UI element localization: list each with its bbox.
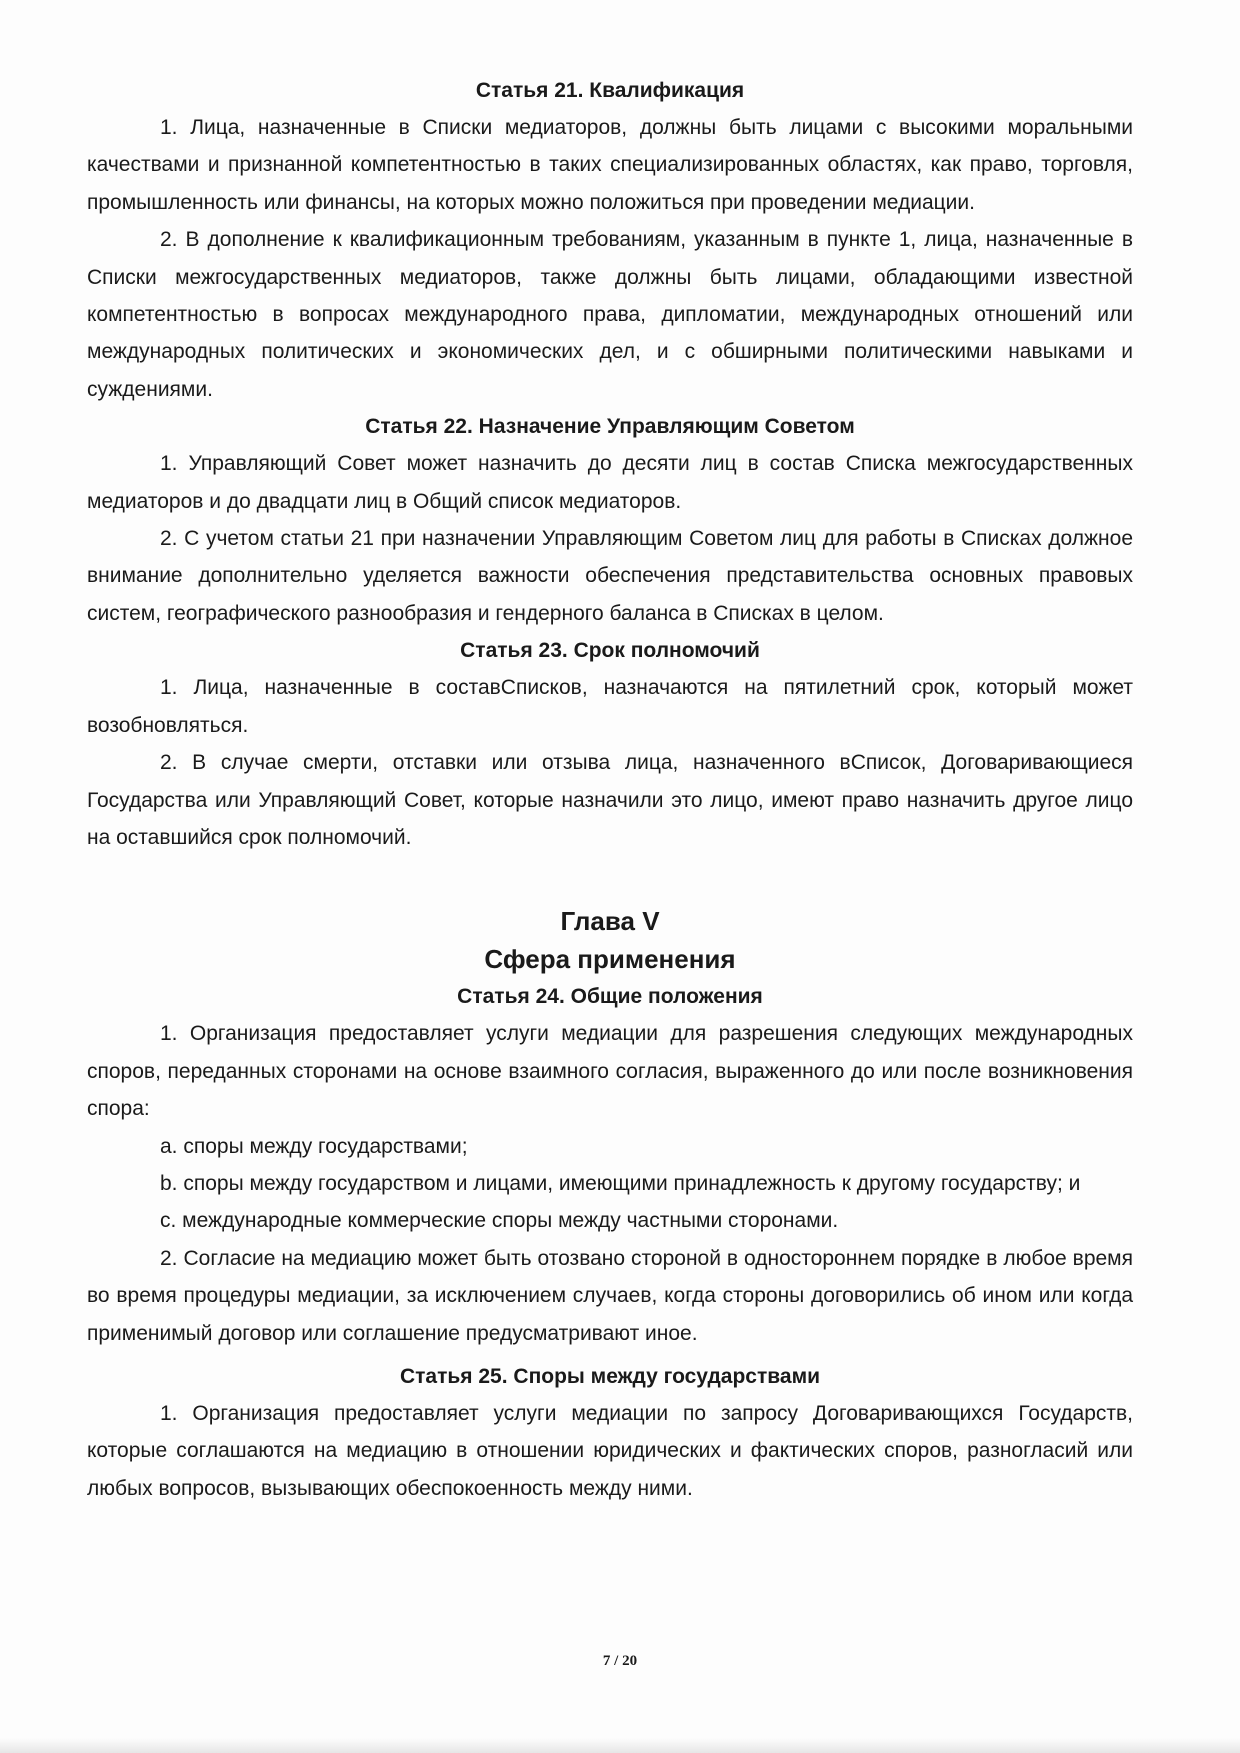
article-21-paragraph-1: 1. Лица, назначенные в Списки медиаторов, должны быть лицами с высокими моральными качествами и признанной компетентностью в таких специализированных областях, как право, торговля, промышленность или финансы, на которых можно положиться при проведении медиации. — [87, 116, 1133, 214]
article-24-title: Статья 24. Общие положения — [457, 985, 763, 1009]
article-24-item-a: a. споры между государствами; — [160, 1134, 468, 1158]
article-22-paragraph-2: 2. С учетом статьи 21 при назначении Управляющим Советом лиц для работы в Списках должное внимание дополнительно уделяется важности обеспечения представительства основных правовых систем, географического разнообразия и гендерного баланса в Списках в целом. — [87, 527, 1133, 625]
article-21-title: Статья 21. Квалификация — [475, 79, 745, 102]
article-22-title: Статья 22. Назначение Управляющим Советом — [365, 415, 855, 439]
document-body — [87, 72, 1133, 1507]
article-25-paragraph-1: 1. Организация предоставляет услуги медиации по запросу Договаривающихся Государств, которые соглашаются на медиацию в отношении юридических и фактических споров, разногласий или любых вопросов, вызывающих обеспокоенность между ними. — [87, 1401, 1133, 1500]
scan-edge — [0, 1738, 1240, 1753]
page-number: 7 / 20 — [602, 1653, 638, 1669]
article-23-title: Статья 23. Срок полномочий — [460, 639, 760, 663]
article-23-paragraph-2: 2. В случае смерти, отставки или отзыва лица, назначенного вСписок, Договаривающиеся Государства или Управляющий Совет, которые назначили это лицо, имеют право назначить другое лицо на оставшийся срок полномочий. — [87, 751, 1133, 849]
article-24-item-b: b. споры между государством и лицами, имеющими принадлежность к другому государству; и — [160, 1171, 1081, 1195]
article-23-paragraph-1: 1. Лица, назначенные в составСписков, назначаются на пятилетний срок, который может возобновляться. — [87, 676, 1133, 737]
article-25-title: Статья 25. Споры между государствами — [399, 1364, 821, 1388]
article-21-paragraph-2: 2. В дополнение к квалификационным требованиям, указанным в пункте 1, лица, назначенные в Списки межгосударственных медиаторов, также должны быть лицами, обладающими известной компетентностью в вопросах международного права, дипломатии, международных отношений или международных политических и экономических дел, и с обширными политическими навыками и суждениями. — [87, 228, 1133, 401]
chapter-number: Глава V — [560, 906, 660, 937]
chapter-title: Сфера применения — [484, 944, 736, 975]
article-22-paragraph-1: 1. Управляющий Совет может назначить до десяти лиц в состав Списка межгосударственных медиаторов и до двадцати лиц в Общий список медиаторов. — [87, 452, 1133, 513]
article-24-item-c: c. международные коммерческие споры между частными сторонами. — [160, 1209, 839, 1233]
article-24-paragraph-2: 2. Согласие на медиацию может быть отозвано стороной в одностороннем порядке в любое время во время процедуры медиации, за исключением случаев, когда стороны договорились об ином или когда применимый договор или соглашение предусматривают иное. — [87, 1246, 1133, 1345]
chapter-spacer — [87, 856, 1133, 902]
article-24-paragraph-1: 1. Организация предоставляет услуги медиации для разрешения следующих международных споров, переданных сторонами на основе взаимного согласия, выраженного до или после возникновения спора: — [87, 1022, 1133, 1121]
